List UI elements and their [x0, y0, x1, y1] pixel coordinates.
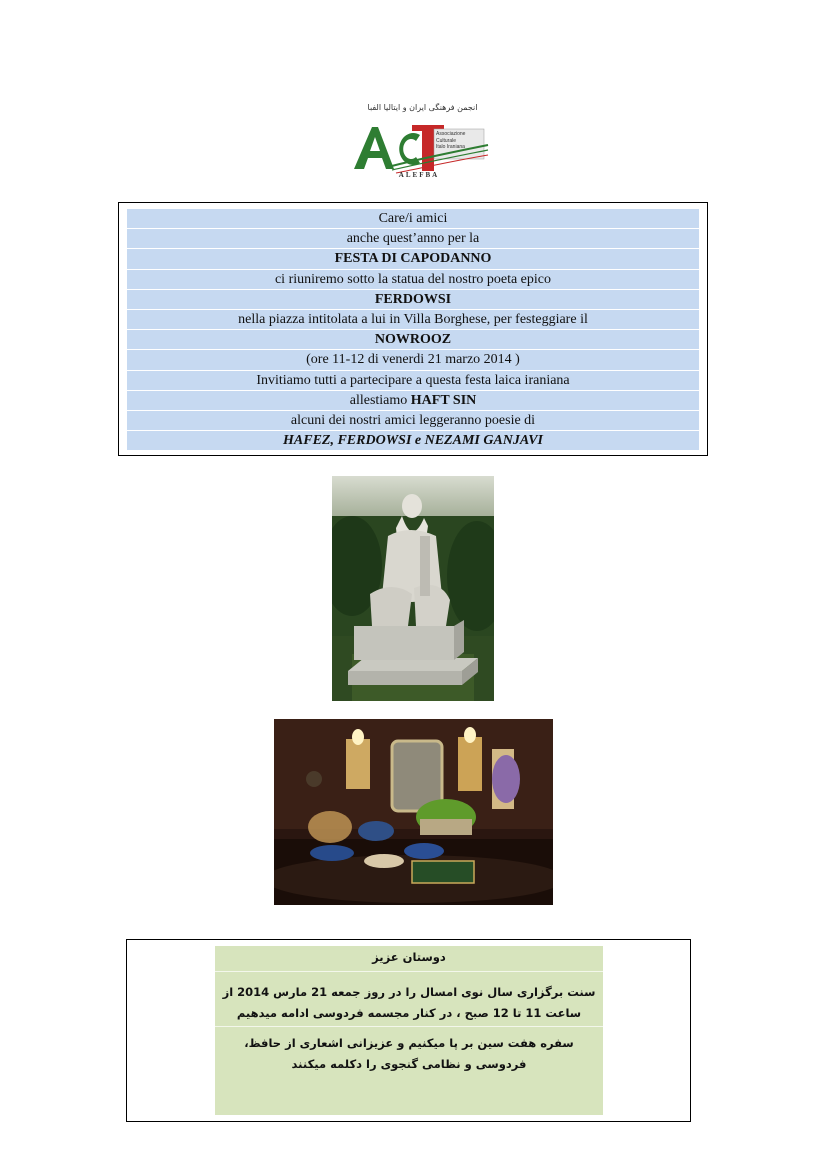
invitation-line: Invitiamo tutti a partecipare a questa festa laica iraniana	[127, 371, 699, 391]
persian-paragraph: سنت برگزاری سال نوی امسال را در روز جمعه 21 مارس 2014 از ساعت 11 تا 12 صبح ، در کنار مجسمه فردوسی ادامه میدهیم	[222, 985, 596, 1020]
alefba-logo	[348, 103, 490, 183]
persian-invitation-panel	[215, 946, 603, 1115]
logo-italian-text: Associazione Culturale Italo Iraniana	[436, 131, 466, 150]
divider	[215, 971, 603, 972]
invitation-poets: HAFEZ, FERDOWSI e NEZAMI GANJAVI	[127, 431, 699, 451]
haft-sin-table-photo	[274, 719, 553, 905]
invitation-line: allestiamo HAFT SIN	[127, 391, 699, 411]
invitation-heading: FERDOWSI	[127, 290, 699, 310]
invitation-line: nella piazza intitolata a lui in Villa Borghese, per festeggiare il	[127, 310, 699, 330]
invitation-line: (ore 11-12 di venerdi 21 marzo 2014 )	[127, 350, 699, 370]
persian-greeting: دوستان عزیز	[372, 950, 446, 964]
invitation-line: Care/i amici	[127, 209, 699, 229]
invitation-line: alcuni dei nostri amici leggeranno poesie di	[127, 411, 699, 431]
italian-invitation-box	[118, 202, 708, 456]
italian-invitation-table	[127, 209, 699, 451]
ferdowsi-statue-photo	[332, 476, 494, 701]
logo-caption: ALEFBA	[398, 171, 440, 179]
divider	[215, 1026, 603, 1027]
invitation-heading: NOWROOZ	[127, 330, 699, 350]
invitation-heading: FESTA DI CAPODANNO	[127, 249, 699, 269]
invitation-line: anche quest’anno per la	[127, 229, 699, 249]
logo-persian-text: انجمن فرهنگی ایران و ایتالیا الفبا	[367, 103, 478, 112]
invitation-line: ci riuniremo sotto la statua del nostro poeta epico	[127, 270, 699, 290]
persian-invitation-box	[126, 939, 691, 1122]
persian-paragraph: سفره هفت سین بر پا میکنیم و عزیزانی اشعاری از حافظ، فردوسی و نظامی گنجوی را دکلمه میکنند	[244, 1036, 574, 1071]
